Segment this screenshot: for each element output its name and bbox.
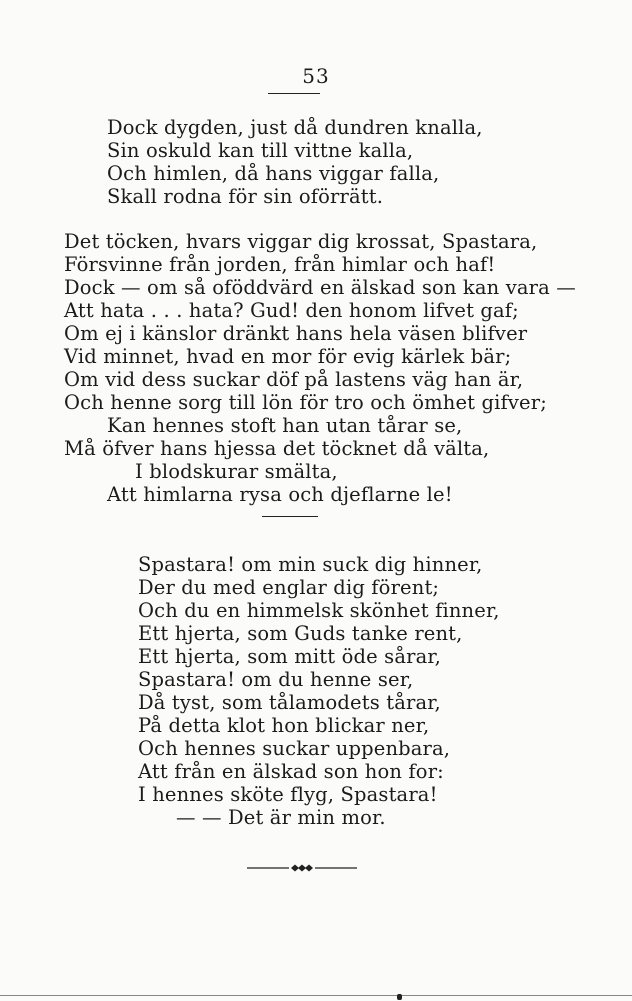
poem-line: Kan hennes stoft han utan tårar se, xyxy=(107,414,463,437)
page-bottom-mark xyxy=(397,994,402,1000)
poem-line: Och du en himmelsk skönhet finner, xyxy=(138,599,500,622)
poem-line: Dock — om så oföddvärd en älskad son kan vara — xyxy=(64,276,576,299)
poem-line: Om vid dess suckar döf på lastens väg han är, xyxy=(64,368,524,391)
poem-line: Spastara! om du henne ser, xyxy=(138,668,414,691)
page-number-underline xyxy=(268,93,320,94)
poem-line: Dock dygden, just då dundren knalla, xyxy=(107,116,483,139)
poem-line: Att från en älskad son hon for: xyxy=(138,760,444,783)
poem-line: På detta klot hon blickar ner, xyxy=(138,714,430,737)
poem-line: Om ej i känslor dränkt hans hela väsen blifver xyxy=(64,322,528,345)
poem-line: Då tyst, som tålamodets tårar, xyxy=(138,691,441,714)
poem-line: Skall rodna för sin oförrätt. xyxy=(107,185,384,208)
poem-line: Försvinne från jorden, från himlar och haf! xyxy=(64,253,496,276)
section-divider xyxy=(262,516,318,517)
poem-line: Der du med englar dig förent; xyxy=(138,576,440,599)
poem-line: Att himlarna rysa och djeflarne le! xyxy=(107,483,453,506)
poem-line: Ett hjerta, som Guds tanke rent, xyxy=(138,622,463,645)
page-number: 53 xyxy=(302,64,330,88)
poem-line: — — Det är min mor. xyxy=(176,806,386,829)
poem-line: I blodskurar smälta, xyxy=(135,460,338,483)
poem-line: Och hennes suckar uppenbara, xyxy=(138,737,451,760)
poem-line: Sin oskuld kan till vittne kalla, xyxy=(107,139,414,162)
poem-line: I hennes sköte flyg, Spastara! xyxy=(138,783,438,806)
poem-line: Och henne sorg till lön för tro och ömhet gifver; xyxy=(64,391,547,414)
poem-line: Må öfver hans hjessa det töcknet då välta, xyxy=(64,437,490,460)
poem-line: Att hata . . . hata? Gud! den honom lifvet gaf; xyxy=(64,299,519,322)
poem-line: Vid minnet, hvad en mor för evig kärlek bär; xyxy=(64,345,512,368)
page-bottom-edge xyxy=(0,995,632,996)
poem-line: Ett hjerta, som mitt öde sårar, xyxy=(138,645,442,668)
poem-line: Det töcken, hvars viggar dig krossat, Spastara, xyxy=(64,230,538,253)
poem-line: Och himlen, då hans viggar falla, xyxy=(107,162,440,185)
ornament-rule xyxy=(247,862,357,874)
poem-line: Spastara! om min suck dig hinner, xyxy=(138,553,483,576)
